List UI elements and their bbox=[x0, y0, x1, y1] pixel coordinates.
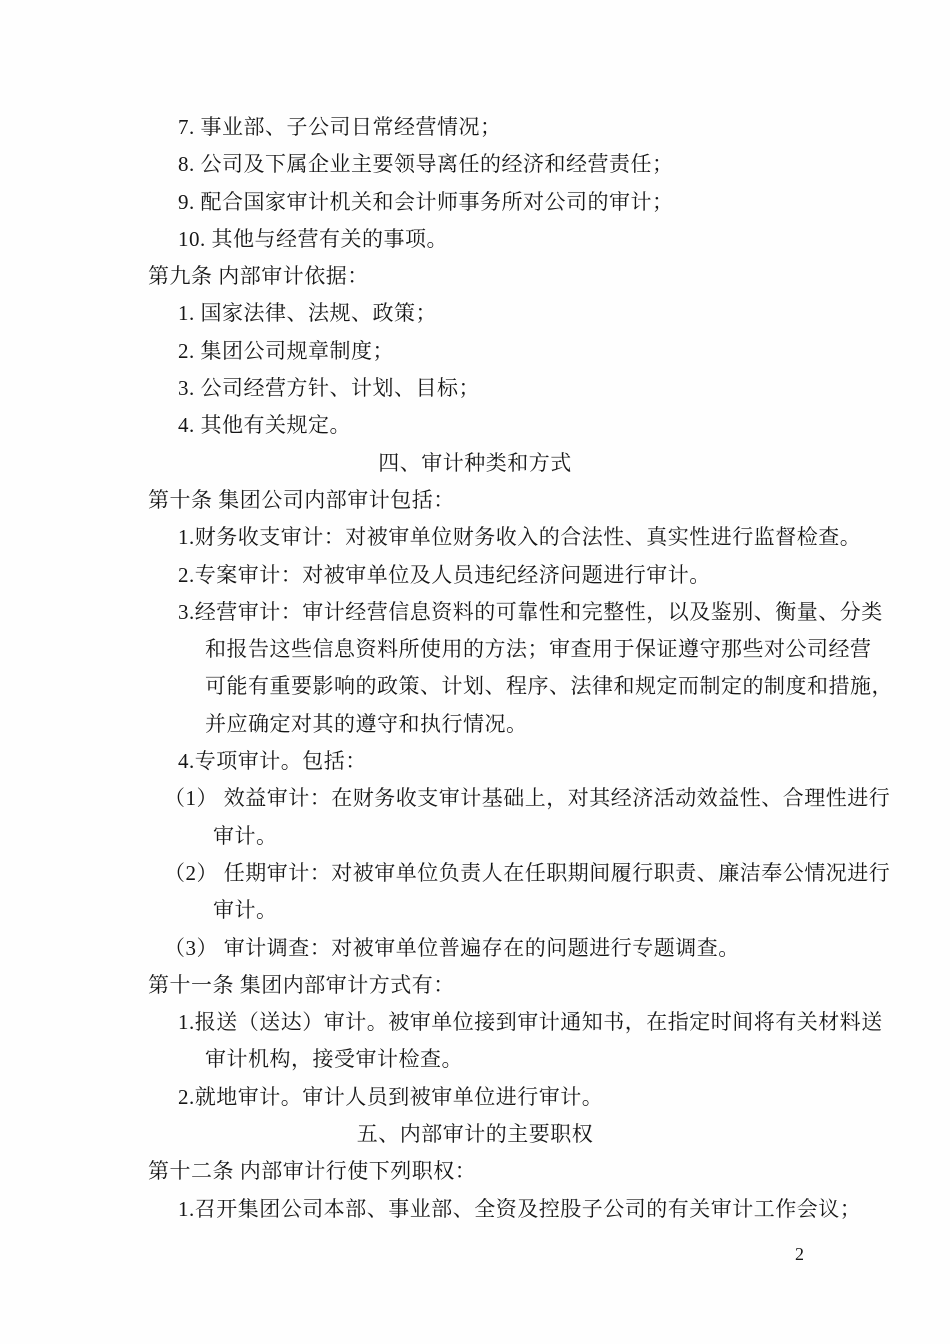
text-line: 五、内部审计的主要职权 bbox=[356, 1122, 594, 1147]
text-line: 第十二条 内部审计行使下列职权： bbox=[148, 1159, 477, 1184]
text-line: 审计。 bbox=[213, 823, 278, 848]
text-line: 审计。 bbox=[213, 898, 278, 923]
text-line: 1.财务收支审计：对被审单位财务收入的合法性、真实性进行监督检查。 bbox=[178, 525, 862, 550]
text-line: 9. 配合国家审计机关和会计师事务所对公司的审计； bbox=[178, 189, 674, 214]
text-line: 第十条 集团公司内部审计包括： bbox=[148, 487, 455, 512]
text-line: 可能有重要影响的政策、计划、程序、法律和规定而制定的制度和措施， bbox=[205, 674, 893, 699]
text-line: 审计机构，接受审计检查。 bbox=[205, 1047, 463, 1072]
page-number: 2 bbox=[795, 1244, 804, 1264]
text-line: 1. 国家法律、法规、政策； bbox=[178, 301, 437, 326]
text-line: 7. 事业部、子公司日常经营情况； bbox=[178, 115, 502, 139]
text-line: （1） 效益审计：在财务收支审计基础上，对其经济活动效益性、合理性进行 bbox=[164, 786, 891, 811]
text-line: 2.就地审计。审计人员到被审单位进行审计。 bbox=[178, 1084, 604, 1109]
text-line: 10. 其他与经营有关的事项。 bbox=[178, 226, 448, 251]
text-line: （3） 审计调查：对被审单位普遍存在的问题进行专题调查。 bbox=[164, 935, 740, 960]
text-line: 1.召开集团公司本部、事业部、全资及控股子公司的有关审计工作会议； bbox=[178, 1196, 862, 1221]
text-line: 2.专案审计：对被审单位及人员违纪经济问题进行审计。 bbox=[178, 562, 711, 587]
text-line: 3.经营审计：审计经营信息资料的可靠性和完整性，以及鉴别、衡量、分类 bbox=[178, 599, 883, 624]
text-line: （2） 任期审计：对被审单位负责人在任职期间履行职责、廉洁奉公情况进行 bbox=[164, 860, 891, 885]
text-line: 4. 其他有关规定。 bbox=[178, 413, 351, 438]
text-line: 四、审计种类和方式 bbox=[378, 450, 572, 475]
text-line: 8. 公司及下属企业主要领导离任的经济和经营责任； bbox=[178, 152, 674, 177]
text-line: 2. 集团公司规章制度； bbox=[178, 338, 394, 363]
text-line: 1.报送（送达）审计。被审单位接到审计通知书，在指定时间将有关材料送 bbox=[178, 1010, 883, 1035]
text-line: 和报告这些信息资料所使用的方法；审查用于保证遵守那些对公司经营 bbox=[205, 637, 872, 662]
text-line: 3. 公司经营方针、计划、目标； bbox=[178, 376, 480, 401]
text-line: 并应确定对其的遵守和执行情况。 bbox=[205, 711, 528, 736]
text-line: 4.专项审计。包括： bbox=[178, 749, 367, 774]
document-content bbox=[0, 109, 950, 1228]
text-line: 第九条 内部审计依据： bbox=[148, 264, 369, 289]
text-line: 第十一条 集团内部审计方式有： bbox=[148, 972, 455, 997]
